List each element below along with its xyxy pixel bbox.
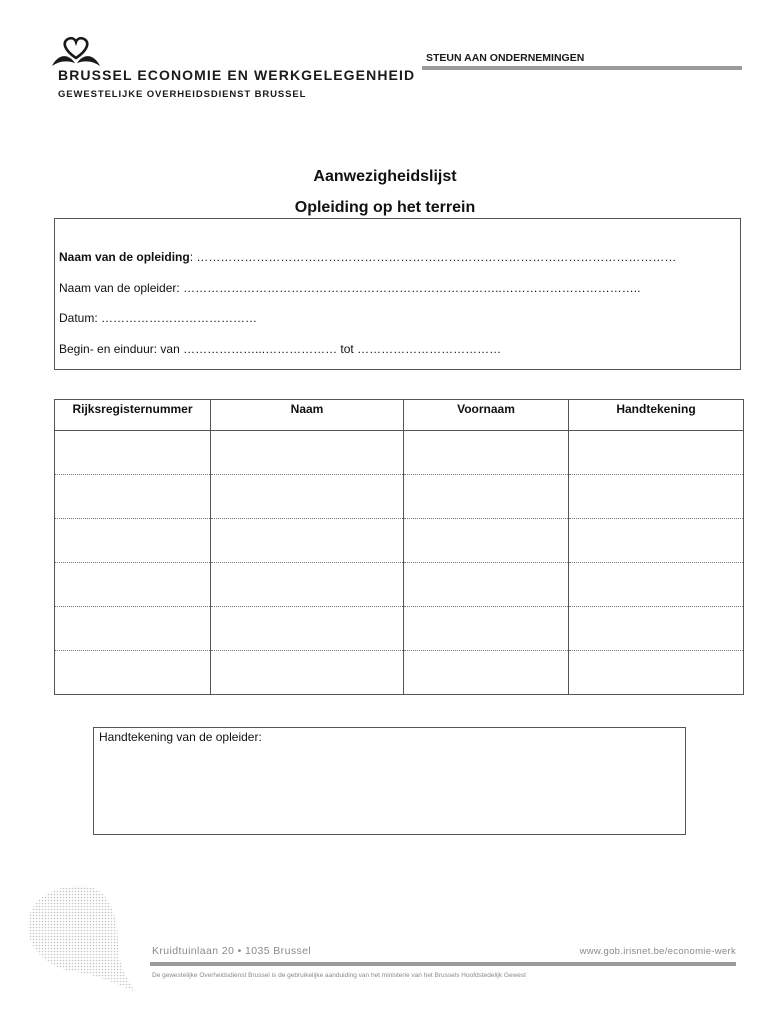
table-row	[55, 563, 744, 607]
first-name-cell[interactable]	[404, 563, 569, 607]
header-divider	[422, 66, 742, 70]
first-name-cell[interactable]	[404, 607, 569, 651]
name-cell[interactable]	[211, 519, 404, 563]
name-cell[interactable]	[211, 431, 404, 475]
column-header-register-number: Rijksregisternummer	[55, 400, 211, 431]
organization-name: BRUSSEL ECONOMIE EN WERKGELEGENHEID	[58, 67, 416, 83]
column-header-first-name: Voornaam	[404, 400, 569, 431]
heart-wings-logo-icon	[50, 36, 102, 70]
register-number-cell[interactable]	[55, 607, 211, 651]
organization-subtitle: GEWESTELIJKE OVERHEIDSDIENST BRUSSEL	[58, 89, 307, 100]
attendance-table	[54, 399, 744, 695]
name-cell[interactable]	[211, 563, 404, 607]
table-row	[55, 475, 744, 519]
training-name-field[interactable]	[59, 250, 676, 264]
hours-field[interactable]: Begin- en einduur: van ………………...……………… tot ………………………………	[59, 342, 502, 356]
name-cell[interactable]	[211, 607, 404, 651]
name-cell[interactable]	[211, 475, 404, 519]
footer-address: Kruidtuinlaan 20 • 1035 Brussel	[152, 945, 312, 957]
footer-website-link[interactable]: www.gob.irisnet.be/economie-werk	[579, 946, 736, 957]
document-subtitle: Opleiding op het terrein	[294, 199, 476, 216]
dotted-drop-mark-icon	[26, 884, 138, 994]
register-number-cell[interactable]	[55, 519, 211, 563]
register-number-cell[interactable]	[55, 475, 211, 519]
register-number-cell[interactable]	[55, 651, 211, 695]
signature-cell[interactable]	[569, 651, 744, 695]
register-number-cell[interactable]	[55, 563, 211, 607]
date-field[interactable]: Datum: …………………………………	[59, 311, 258, 325]
trainer-signature-label: Handtekening van de opleider:	[99, 730, 262, 744]
section-label: STEUN AAN ONDERNEMINGEN	[426, 52, 585, 64]
trainer-name-field[interactable]: Naam van de opleider: ……………………………………………………………………..……………………………..	[59, 281, 641, 295]
first-name-cell[interactable]	[404, 651, 569, 695]
column-header-signature: Handtekening	[569, 400, 744, 431]
register-number-cell[interactable]	[55, 431, 211, 475]
signature-cell[interactable]	[569, 431, 744, 475]
column-header-name: Naam	[211, 400, 404, 431]
document-title: Aanwezigheidslijst	[313, 168, 457, 185]
first-name-cell[interactable]	[404, 519, 569, 563]
first-name-cell[interactable]	[404, 431, 569, 475]
signature-cell[interactable]	[569, 563, 744, 607]
training-name-label: Naam van de opleiding	[59, 250, 190, 264]
table-row	[55, 651, 744, 695]
table-header-row	[55, 400, 744, 431]
trainer-signature-box[interactable]	[93, 727, 686, 835]
footer-divider	[150, 962, 736, 966]
table-row	[55, 519, 744, 563]
training-name-dots: : …………………………………………………………………………………………………………	[189, 250, 677, 264]
signature-cell[interactable]	[569, 475, 744, 519]
table-row	[55, 431, 744, 475]
signature-cell[interactable]	[569, 607, 744, 651]
first-name-cell[interactable]	[404, 475, 569, 519]
footer-note: De gewestelijke Overheidsdienst Brussel is de gebruikelijke aanduiding van het ministerie van het Brussels Hoofdstedelijk Gewest	[152, 972, 526, 979]
signature-cell[interactable]	[569, 519, 744, 563]
name-cell[interactable]	[211, 651, 404, 695]
table-row	[55, 607, 744, 651]
